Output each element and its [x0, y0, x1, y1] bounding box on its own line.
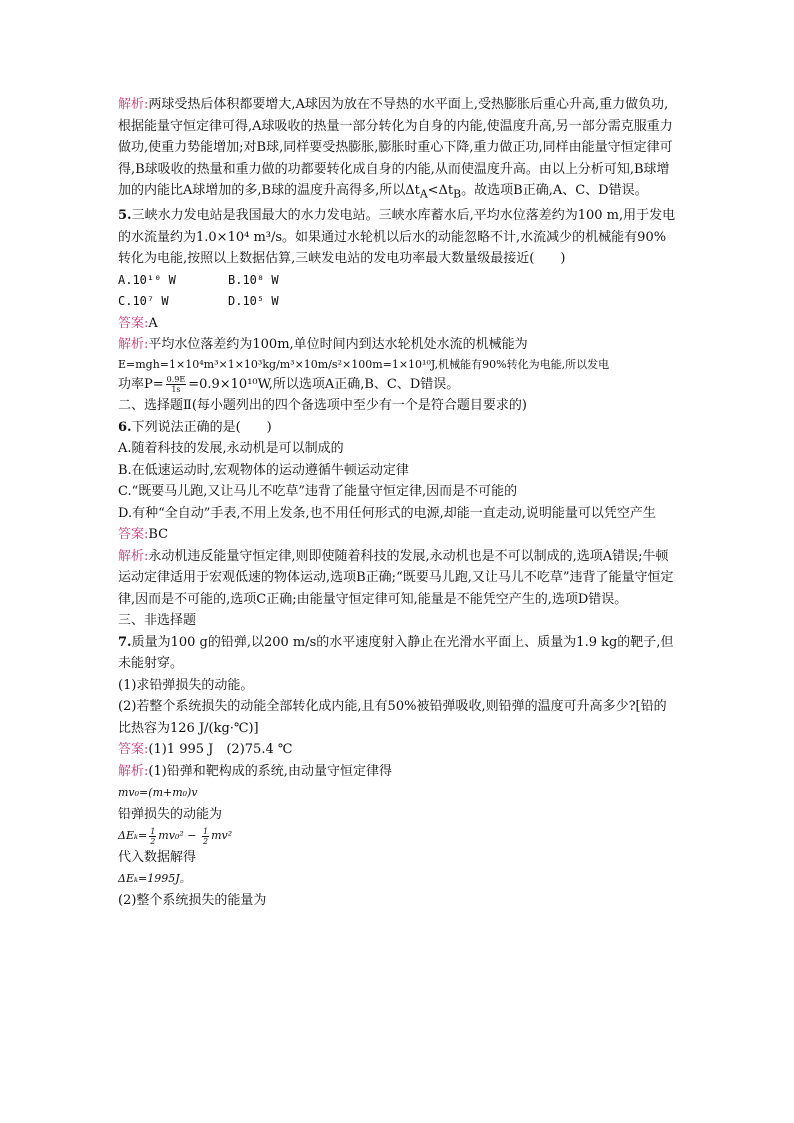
q5-answer: [118, 313, 678, 335]
section-3-heading: 三、非选择题: [118, 613, 197, 629]
momentum-equation: mv₀=(m+m₀)v: [118, 786, 198, 800]
q7-stem: [118, 632, 678, 675]
q6-stem: [118, 417, 678, 439]
q5-option-a: A.10¹⁰ W: [118, 272, 176, 287]
answer-value: (1)1 995 J (2)75.4 ℃: [148, 742, 293, 758]
q5-options-row-2: [118, 291, 678, 313]
explanation-label: 解析:: [118, 548, 149, 564]
explanation-label: 解析:: [118, 337, 149, 353]
q7-sub-1: (1)求铅弹损失的动能。: [118, 677, 254, 693]
q5-number: 5.: [118, 208, 132, 224]
q6-number: 6.: [118, 419, 132, 435]
q6-text: 下列说法正确的是( ): [131, 419, 272, 435]
explanation-label: 解析:: [118, 763, 149, 779]
q7-sub-2: (2)若整个系统损失的动能全部转化成内能,且有50%被铅弹吸收,则铅弹的温度可升高多少?[铅的比热容为126 J/(kg·℃)]: [118, 699, 667, 736]
explanation-line-1: 平均水位落差约为100m,单位时间内到达水轮机处水流的机械能为: [148, 337, 528, 353]
eq-term-2: mv²: [211, 829, 233, 843]
q5-option-b: B.10⁸ W: [228, 272, 279, 287]
q7-explanation-3: 代入数据解得: [118, 849, 197, 865]
fraction-denominator: 2: [150, 836, 156, 846]
explanation-text: 两球受热后体积都要增大,A球因为放在不导热的水平面上,受热膨胀后重心升高,重力做负功,根据能量守恒定律可得,A球吸收的热量一部分转化为自身的内能,使温度升高,另一部分需克服重力做功,使重力势能增加;对B球,同样要受热膨胀,膨胀时重心下降,重力做正功,同样由能量守恒定律可得,B球吸收的热量和重力做的功都要转化成自身的内能,从而使温度升高。由以上分析可知,B球增加的内能比A球增加的多,B球的温度升高得多,所以Δt: [118, 97, 673, 198]
section-2-heading: 二、选择题Ⅱ(每小题列出的四个备选项中至少有一个是符合题目要求的): [118, 398, 527, 414]
q6-option-d: D.有种“全自动”手表,不用上发条,也不用任何形式的电源,却能一直走动,说明能量可以凭空产生: [118, 505, 656, 521]
kinetic-energy-equation: [118, 825, 678, 847]
document-page: [118, 94, 678, 911]
q5-energy-formula: E=mgh=1×10⁴m³×1×10³kg/m³×10m/s²×100m=1×10¹⁰J,机械能有90%转化为电能,所以发电: [118, 357, 610, 371]
energy-result: ΔEₖ=1995J。: [118, 872, 191, 886]
eq-prefix: ΔEₖ=: [118, 829, 148, 843]
power-fraction: [166, 375, 187, 394]
power-prefix: 功率P=: [118, 376, 164, 392]
fraction-numerator: 1: [202, 826, 209, 836]
q6-option-a: A.随着科技的发展,永动机是可以制成的: [118, 441, 344, 457]
q5-option-d: D.10⁵ W: [228, 294, 279, 309]
answer-label: 答案:: [118, 315, 149, 331]
explanation-line-1: (1)铅弹和靶构成的系统,由动量守恒定律得: [148, 763, 392, 779]
q7-explanation-1: [118, 761, 678, 783]
subscript-b: B: [453, 187, 462, 201]
half-fraction-1: [149, 827, 156, 846]
fraction-denominator: 2: [202, 836, 209, 846]
answer-value: A: [148, 315, 158, 331]
q5-stem: [118, 205, 678, 270]
q5-text: 三峡水力发电站是我国最大的水力发电站。三峡水库蓄水后,平均水位落差约为100 m,用于发电的水流量约为1.0×10⁴ m³/s。如果通过水轮机以后水的动能忽略不计,水流减少的机械能有90%转化为电能,按照以上数据估算,三峡发电站的发电功率最大数量级最接近( ): [118, 208, 676, 267]
q4-explanation: [118, 94, 678, 205]
q5-power-line: [118, 374, 678, 396]
q7-number: 7.: [118, 634, 132, 650]
explanation-text: 永动机违反能量守恒定律,则即使随着科技的发展,永动机也是不可以制成的,选项A错误;牛顿运动定律适用于宏观低速的物体运动,选项B正确;“既要马儿跑,又让马儿不吃草”违背了能量守恒定律,因而是不可能的,选项C正确;由能量守恒定律可知,能量是不能凭空产生的,选项D错误。: [118, 548, 674, 607]
half-fraction-2: [202, 827, 209, 846]
power-result: =0.9×10¹⁰W,所以选项A正确,B、C、D错误。: [188, 376, 460, 392]
q5-options-row-1: [118, 270, 678, 292]
fraction-numerator: 0.9E: [166, 374, 186, 384]
answer-value: BC: [148, 527, 169, 543]
q7-answer: [118, 739, 678, 761]
q7-explanation-2: 铅弹损失的动能为: [118, 806, 223, 822]
q7-text: 质量为100 g的铅弹,以200 m/s的水平速度射入静止在光滑水平面上、质量为1.9 kg的靶子,但未能射穿。: [118, 634, 674, 672]
q6-option-c: C.“既要马儿跑,又让马儿不吃草”违背了能量守恒定律,因而是不可能的: [118, 484, 518, 500]
eq-term-1: mv₀² −: [158, 829, 200, 843]
answer-label: 答案:: [118, 742, 149, 758]
subscript-a: A: [419, 187, 428, 201]
inequality: <Δt: [427, 183, 454, 198]
q5-explanation: [118, 334, 678, 356]
q6-explanation: [118, 546, 678, 611]
explanation-label: 解析:: [118, 97, 149, 112]
fraction-numerator: 1: [150, 826, 156, 836]
q6-option-b: B.在低速运动时,宏观物体的运动遵循牛顿运动定律: [118, 462, 409, 478]
explanation-end: 。故选项B正确,A、C、D错误。: [461, 183, 648, 198]
q6-answer: [118, 524, 678, 546]
fraction-denominator: 1s: [171, 384, 181, 394]
q7-explanation-4: (2)整个系统损失的能量为: [118, 892, 267, 908]
q5-option-c: C.10⁷ W: [118, 294, 169, 309]
answer-label: 答案:: [118, 527, 149, 543]
